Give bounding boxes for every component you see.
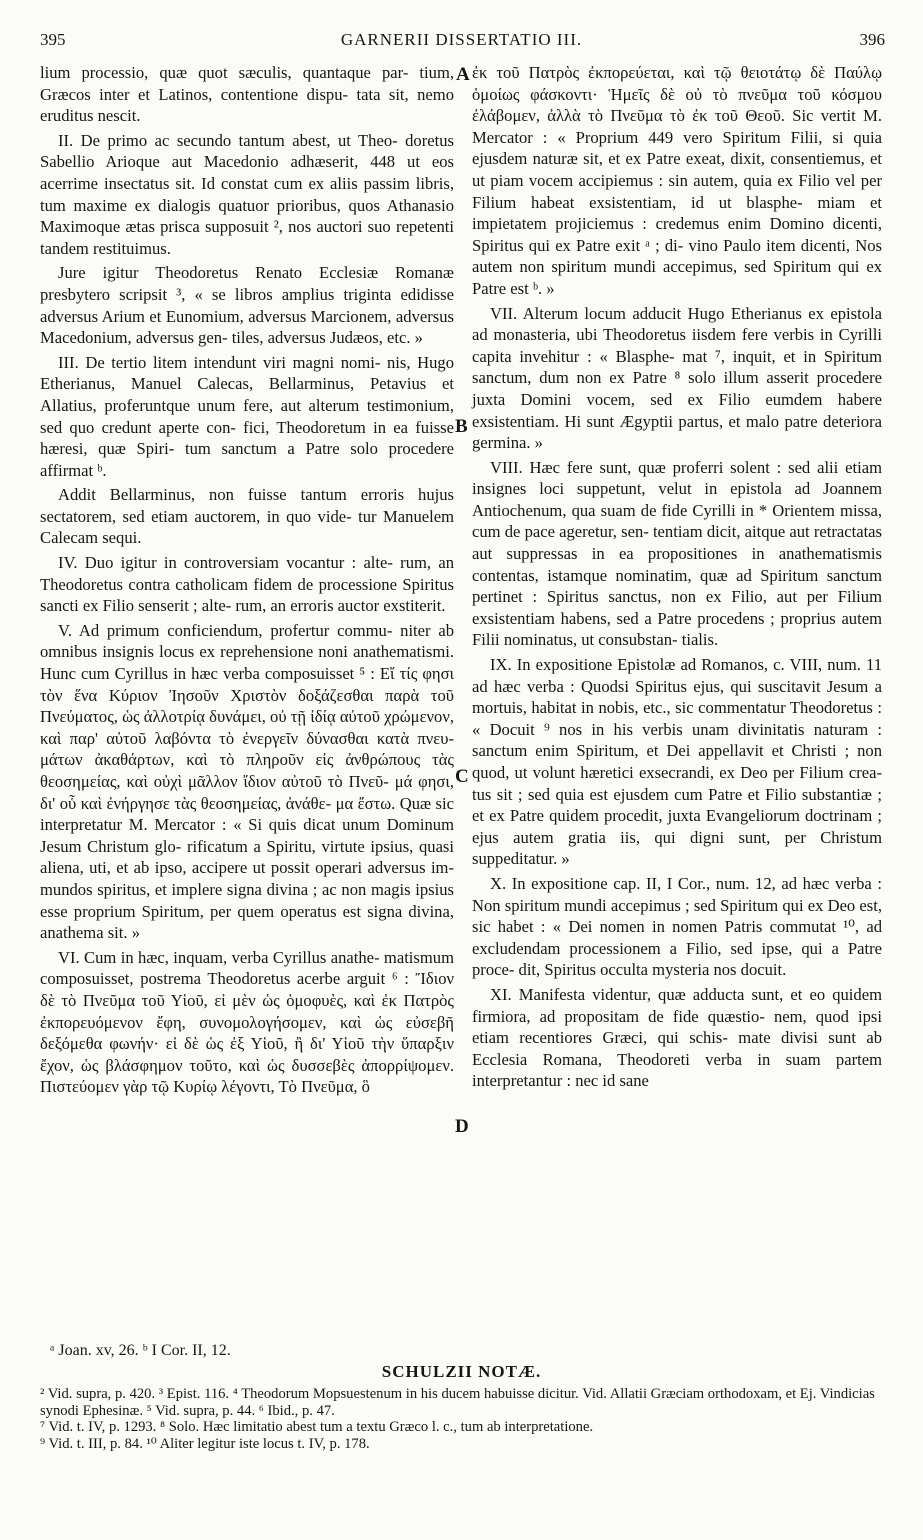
page-header	[0, 30, 923, 56]
paragraph: V. Ad primum conficiendum, profertur commu- niter ab omnibus insignis locus ex reprehensione noni anathematismi. Hunc cum Cyrillus in hæc verba composuisset ⁵ : Εἴ τίς φησι τὸν ἕνα Κύριον Ἰησοῦν Χριστὸν δοξάζεσθαι παρὰ τοῦ Πνεύματος, ὡς ἀλλοτρίᾳ δυνάμει, οὐ τῇ ἰδίᾳ αὐτοῦ χρώμενον, καὶ παρ' αὐτοῦ λαβόντα τὸ ἐνεργεῖν δύνασθαι κατὰ πνευ- μάτων ἀκαθάρτων, καὶ τὸ πληροῦν εἰς ἀνθρώπους τὰς θεοσημείας, καὶ οὐχὶ μᾶλλον ἴδιον αὐτοῦ τὸ Πνεῦ- μά φησι, δι' οὗ καὶ ἐνήργησε τὰς θεοσημείας, ἀνάθε- μα ἔστω. Quæ sic interpretatur M. Mercator : « Si quis dicat unum Dominum Jesum Christum glo- rificatum a Spiritu, virtute ipsius, quasi aliena, uti, et ab ipso, accipere ut possit operari adversus im- mundos spiritus, et implere signa divina ; ac non magis ipsius esse proprium Spiritum, per quem operatus est signa divina, anathema sit. »	[40, 620, 454, 943]
footnotes	[40, 1386, 882, 1452]
paragraph: IV. Duo igitur in controversiam vocantur : alte- rum, an Theodoretus contra catholicam fidem de processione Spiritus sancti ex Filio senserit ; alte- rum, an erroris auctor exstiterit.	[40, 553, 454, 616]
page-number-right: 396	[859, 30, 885, 49]
paragraph: VII. Alterum locum adducit Hugo Etherianus ex epistola ad monasteria, ubi Theodoretus iisdem fere verbis in Cyrilli capita invehitur : « Blasphe- mat ⁷, inquit, et in Spiritum sanctum, dum non ex Patre ⁸ solo illum asserit procedere juxta Domini vocem, sed ex Filio eumdem habere exsistentiam. Hi sunt Ægyptii partus, et malo patre deteriora germina. »	[472, 303, 882, 453]
left-column	[40, 62, 454, 1101]
paragraph: Addit Bellarminus, non fuisse tantum erroris hujus sectatorem, sed etiam auctorem, in quo vide- tur Manuelem Calecam sequi.	[40, 485, 454, 548]
paragraph: XI. Manifesta videntur, quæ adducta sunt, et eo quidem firmiora, ad propositam de fide quæstio- nem, quod ipsi etiam recentiores Græci, qui schis- mate divisi sunt ab Ecclesia Romana, Theodoreti verba in suam partem interpretantur : nec id sane	[472, 984, 882, 1091]
right-column	[472, 62, 882, 1095]
running-title: GARNERII DISSERTATIO III.	[340, 30, 583, 49]
paragraph: lium processio, quæ quot sæculis, quantaque par- tium, Græcos inter et Latinos, contentione dispu- tata sit, nemo eruditus nescit.	[40, 63, 454, 126]
footnote-line: ⁹ Vid. t. III, p. 84. ¹⁰ Aliter legitur iste locus t. IV, p. 178.	[40, 1435, 370, 1452]
margin-letter-b: B	[455, 416, 468, 437]
margin-letter-d: D	[455, 1116, 469, 1137]
margin-letter-a: A	[456, 64, 470, 85]
margin-letter-c: C	[455, 766, 469, 787]
paragraph: Jure igitur Theodoretus Renato Ecclesiæ Romanæ presbytero scripsit ³, « se libros amplius triginta edidisse adversus Arium et Eunomium, adversus Marcionem, adversus Macedonium, adversus gen- tiles, adversus Judæos, etc. »	[40, 263, 454, 348]
paragraph: X. In expositione cap. II, I Cor., num. 12, ad hæc verba : Non spiritum mundi accepimus ; sed Spiritum qui ex Deo est, sic habet : « Dei nomen in nomen Patris commutat ¹⁰, ad excludendam processionem a Filio, sed ipse, qui a Patre proce- dit, Spiritus occulta mysteria nos docuit.	[472, 873, 882, 980]
paragraph: II. De primo ac secundo tantum abest, ut Theo- doretus Sabellio Arioque aut Macedonio adhæserit, 448 ut eos acerrime insectatus sit. Id constat cum ex aliis passim libris, tum maxime ex dialogis quatuor prioribus, quos Athanasio Maximoque ætas prisca supposuit ², nos auctori suo repetenti tandem restituimus.	[40, 130, 454, 258]
notes-title: SCHULZII NOTÆ.	[381, 1362, 542, 1381]
paragraph: III. De tertio litem intendunt viri magni nomi- nis, Hugo Etherianus, Manuel Calecas, Bellarminus, Petavius et Allatius, proferuntque unum fere, aut alterum testimonium, sed quo credunt aperte con- fici, Theodoretum in ea fuisse hæresi, quæ Spiri- tum sanctum a Patre solo procedere affirmat ᵇ.	[40, 352, 454, 480]
paragraph: IX. In expositione Epistolæ ad Romanos, c. VIII, num. 11 ad hæc verba : Quodsi Spiritus ejus, qui suscitavit Jesum a mortuis, habitat in nobis, etc., sic commentatur Theodoretus : « Docuit ⁹ nos in his verbis unam divinitatis naturam : sanctum enim Spiritum, et Dei appellavit et Christi ; non quod, ut volunt hæretici exsecrandi, ex Deo per Filium crea- tus sit ; sed quia est ejusdem cum Patre et Filio substantiæ ; et ex Patre quidem procedit, juxta Evangeliorum doctrinam ; ejus autem gratia iis, qui digni sunt, per Christum suppeditatur. »	[472, 655, 882, 869]
footnote-line: ² Vid. supra, p. 420. ³ Epist. 116. ⁴ Theodorum Mopsuestenum in his ducem habuisse dicitur. Vid. Allatii Græciam orthodoxam, et Ej. Vindicias synodi Ephesinæ. ⁵ Vid. supra, p. 44. ⁶ Ibid., p. 47.	[40, 1386, 875, 1419]
paragraph: VI. Cum in hæc, inquam, verba Cyrillus anathe- matismum composuisset, postrema Theodoretus acerbe arguit ⁶ : Ἴδιον δὲ τὸ Πνεῦμα τοῦ Υἱοῦ, εἰ μὲν ὡς ὁμοφυὲς, καὶ ἐκ Πατρὸς ἐκπορευόμενον ἔφη, συνομολογήσομεν, καὶ ὡς εὐσεβῆ δεξόμεθα φωνήν· εἰ δὲ ὡς ἐξ Υἱοῦ, ἢ δι' Υἱοῦ τὴν ὕπαρξιν ἔχον, ὡς βλάσφημον τοῦτο, καὶ ὡς δυσσεβὲς ἀπορρίψομεν. Πιστεύομεν γὰρ τῷ Κυρίῳ λέγοντι, Τὸ Πνεῦμα, ὃ	[40, 947, 454, 1097]
paragraph: ἐκ τοῦ Πατρὸς ἐκπορεύεται, καὶ τῷ θειοτάτῳ δὲ Παύλῳ ὁμοίως φάσκοντι· Ἡμεῖς δὲ οὐ τὸ πνεῦμα τοῦ κόσμου ἐλάβομεν, ἀλλὰ τὸ Πνεῦμα τὸ ἐκ τοῦ Θεοῦ. Sic vertit M. Mercator : « Proprium 449 vero Spiritum Filii, si quia ejusdem naturæ sit, et ex Patre exeat, dixit, consentiemus, et ut piam vocem accipiemus : sin autem, quia ex Filio vel per Filium habeat exsistentiam, id ut blasphe- miam et impietatem projiciemus : credemus enim Domino dicenti, Spiritus qui ex Patre exit ᵃ ; di- vino Paulo item dicenti, Nos autem non spiritum mundi accepimus, sed Spiritum qui ex Patre est ᵇ. »	[472, 63, 882, 298]
paragraph: VIII. Hæc fere sunt, quæ proferri solent : sed alii etiam insignes loci suppetunt, velut in epistola ad Joannem Antiochenum, qua suam de fide Cyrilli in * Orientem missa, cum de pace ageretur, sen- tentiam dicit, aitque aut retractatas aut suppressas in ea propositiones in anathematismis contentas, istamque nominatim, quæ ad Spiritum sanctum pertinet : Spiritus sanctus, non ex Filio, aut per Filium exsistentiam habens, sed a Patre procedens ; proprius autem Filii nominatus, ut consubstan- tialis.	[472, 457, 882, 650]
scripture-references: ᵃ Joan. xv, 26. ᵇ I Cor. II, 12.	[50, 1342, 231, 1359]
page-number-left: 395	[40, 30, 66, 49]
footnote-line: ⁷ Vid. t. IV, p. 1293. ⁸ Solo. Hæc limitatio abest tum a textu Græco l. c., tum ab interpretatione.	[40, 1419, 594, 1436]
